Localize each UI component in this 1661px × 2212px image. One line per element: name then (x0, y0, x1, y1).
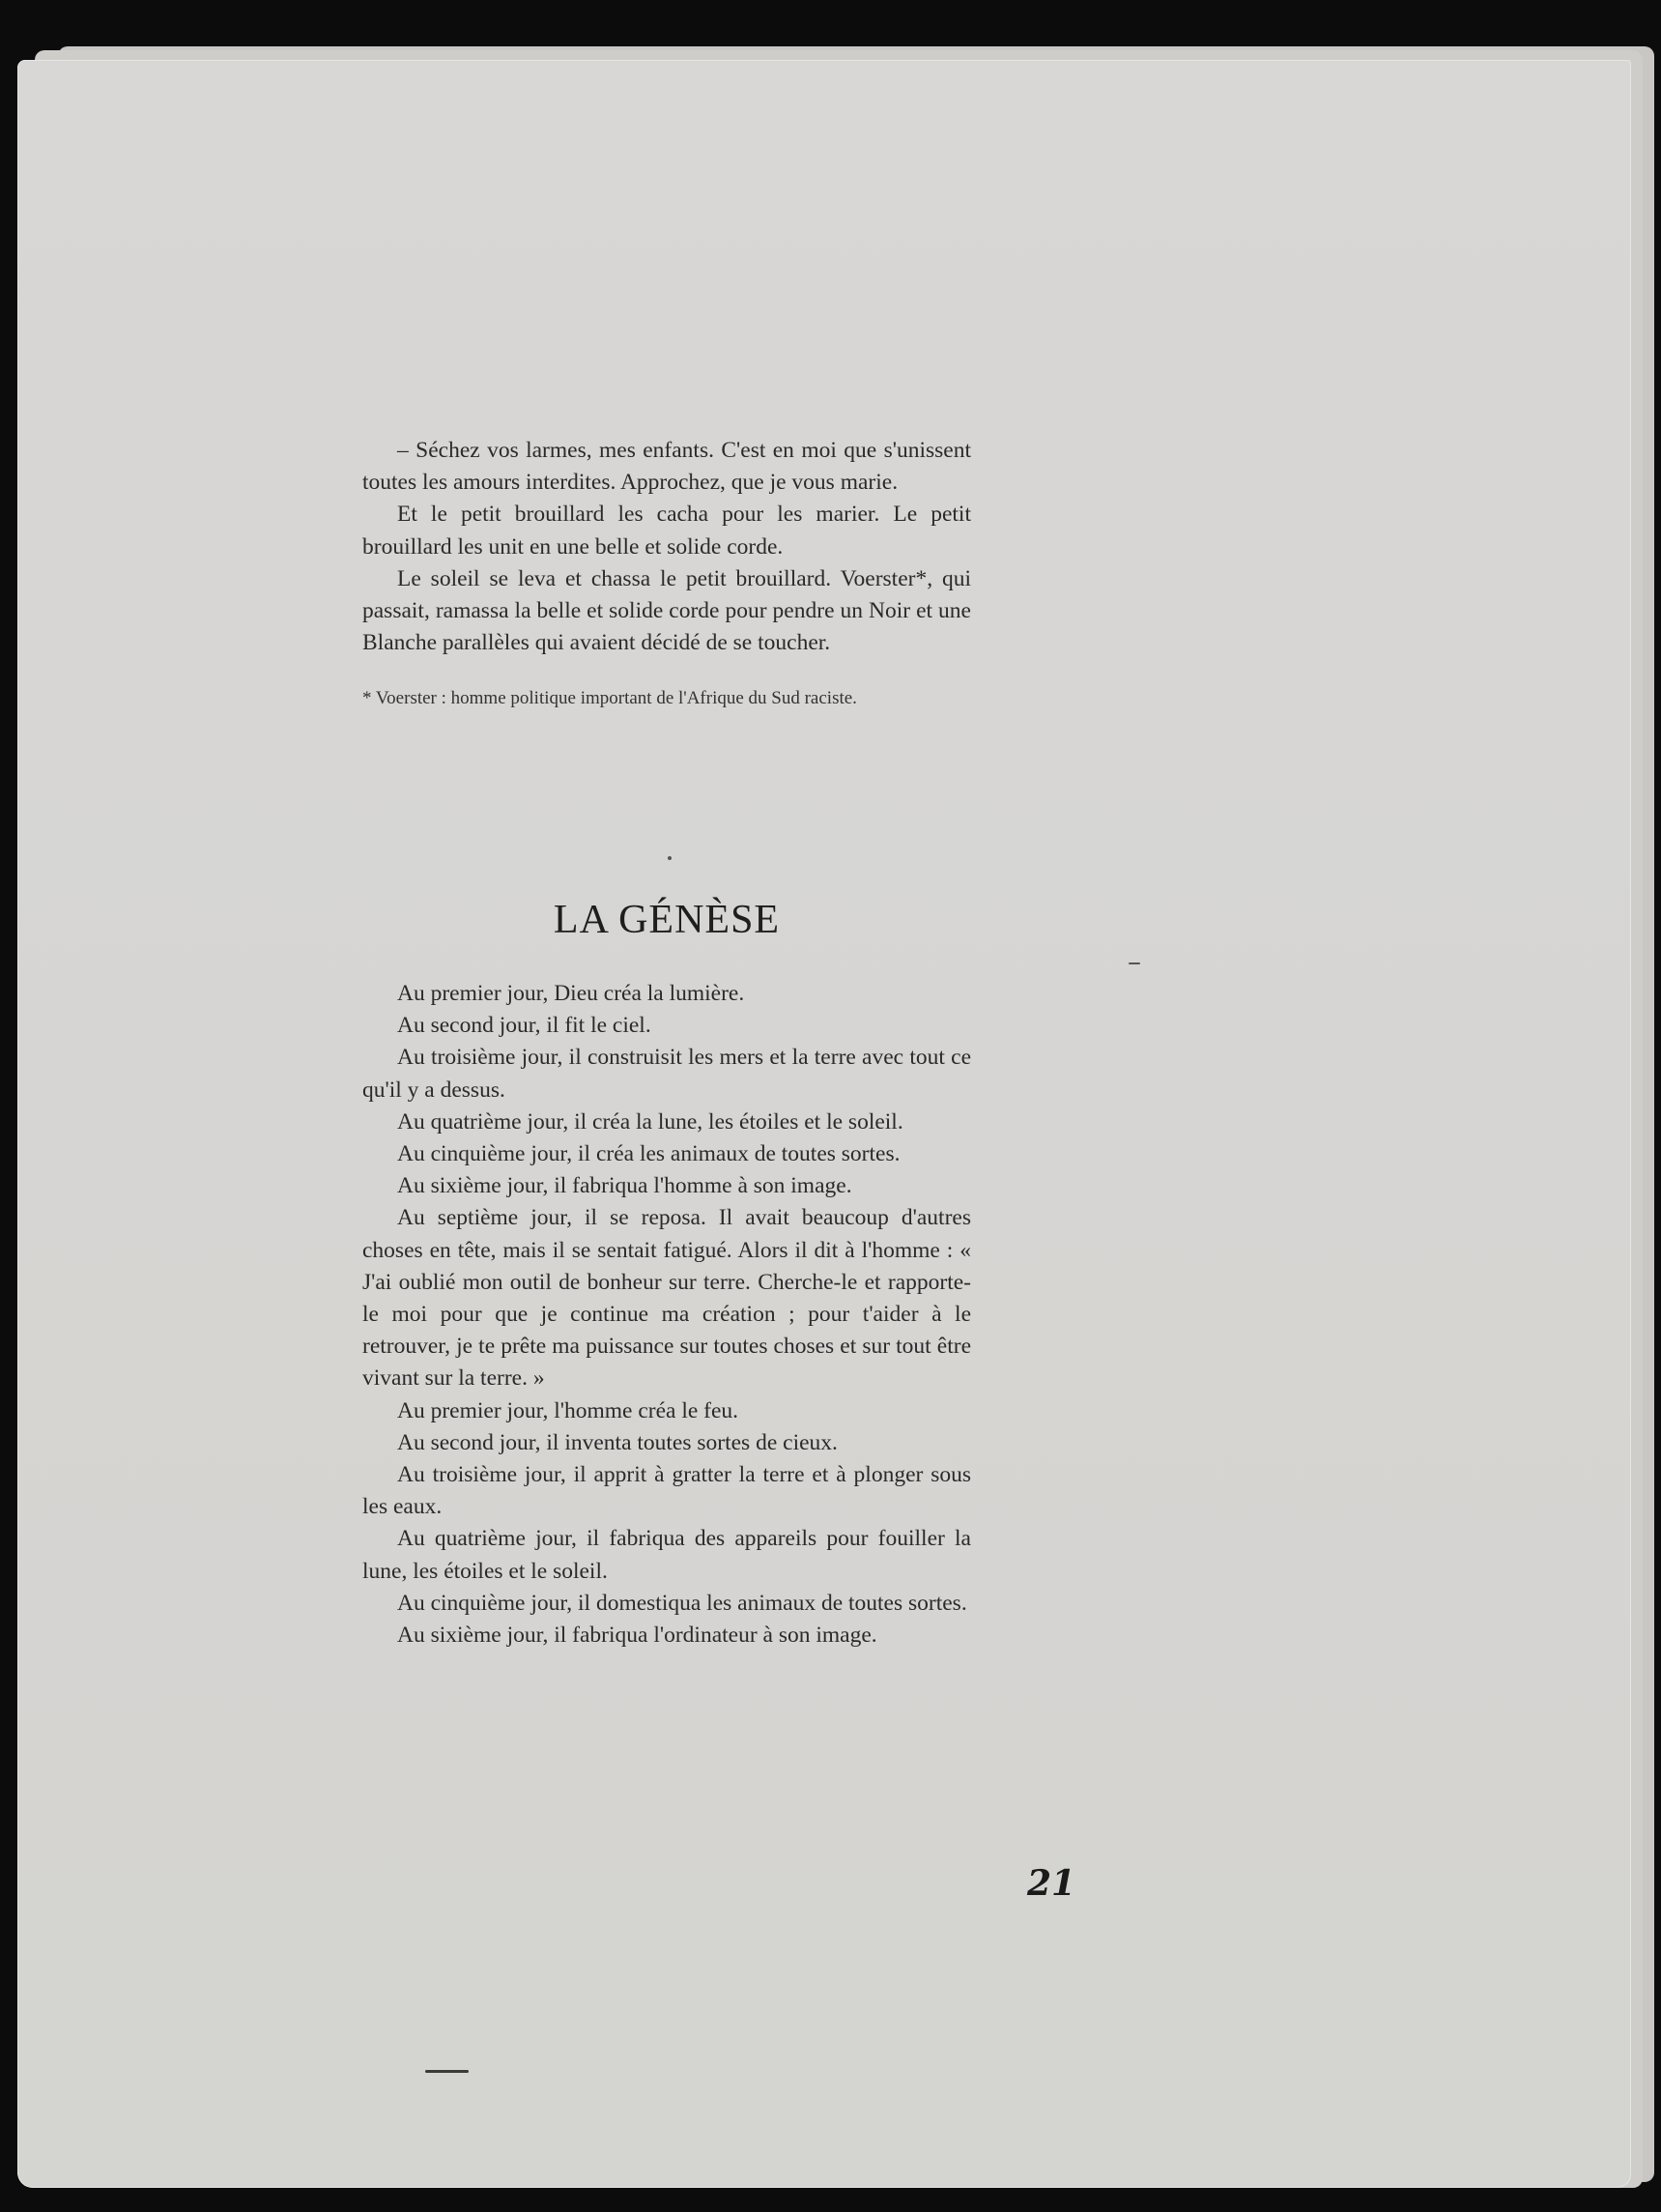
paragraph: Au second jour, il inventa toutes sortes de cieux. (397, 1429, 838, 1455)
footnote: * Voerster : homme politique important de l'Afrique du Sud raciste. (362, 688, 857, 709)
paragraph: Au second jour, il fit le ciel. (397, 1013, 651, 1039)
paragraph: Au sixième jour, il fabriqua l'homme à son image. (397, 1173, 852, 1199)
text-column-section-2 (362, 978, 971, 1652)
paragraph: Au septième jour, il se reposa. Il avait beaucoup d'autres choses en tête, mais il se sentait fatigué. Alors il dit à l'homme : « J'ai oublié mon outil de bonheur sur terre. Cherche-le et rapporte-le moi pour que je continue ma création ; pour t'aider à le retrouver, je te prête ma puissance sur toutes choses et sur tout être vivant sur la terre. » (362, 1205, 971, 1392)
paragraph: Au cinquième jour, il créa les animaux de toutes sortes. (397, 1141, 901, 1167)
paragraph: Au quatrième jour, il fabriqua des appareils pour fouiller la lune, les étoiles et le soleil. (362, 1526, 971, 1584)
paragraph: Au premier jour, Dieu créa la lumière. (397, 981, 745, 1006)
paragraph: Au cinquième jour, il domestiqua les animaux de toutes sortes. (397, 1590, 967, 1616)
paper-mark (425, 2070, 469, 2073)
paragraph: Au quatrième jour, il créa la lune, les étoiles et le soleil. (397, 1108, 903, 1135)
paragraph: Au troisième jour, il construisit les mers et la terre avec tout ce qu'il y a dessus. (362, 1045, 971, 1103)
section-title: LA GÉNÈSE (553, 898, 781, 942)
paragraph: Et le petit brouillard les cacha pour les marier. Le petit brouillard les unit en une belle et solide corde. (362, 502, 971, 560)
paragraph: Au premier jour, l'homme créa le feu. (397, 1397, 739, 1423)
paragraph: Le soleil se leva et chassa le petit brouillard. Voerster*, qui passait, ramassa la belle et solide corde pour pendre un Noir et une Blanche parallèles qui avaient décidé de se toucher. (362, 565, 971, 656)
paragraph: Au sixième jour, il fabriqua l'ordinateur à son image. (397, 1623, 877, 1649)
paper-mark (1129, 962, 1140, 964)
print-speck (668, 856, 672, 860)
handwritten-page-number: 21 (1027, 1863, 1076, 1904)
paragraph: – Séchez vos larmes, mes enfants. C'est en moi que s'unissent toutes les amours interdites. Approchez, que je vous marie. (362, 438, 971, 496)
text-column-section-1 (362, 435, 971, 710)
paragraph: Au troisième jour, il apprit à gratter la terre et à plonger sous les eaux. (362, 1462, 971, 1520)
